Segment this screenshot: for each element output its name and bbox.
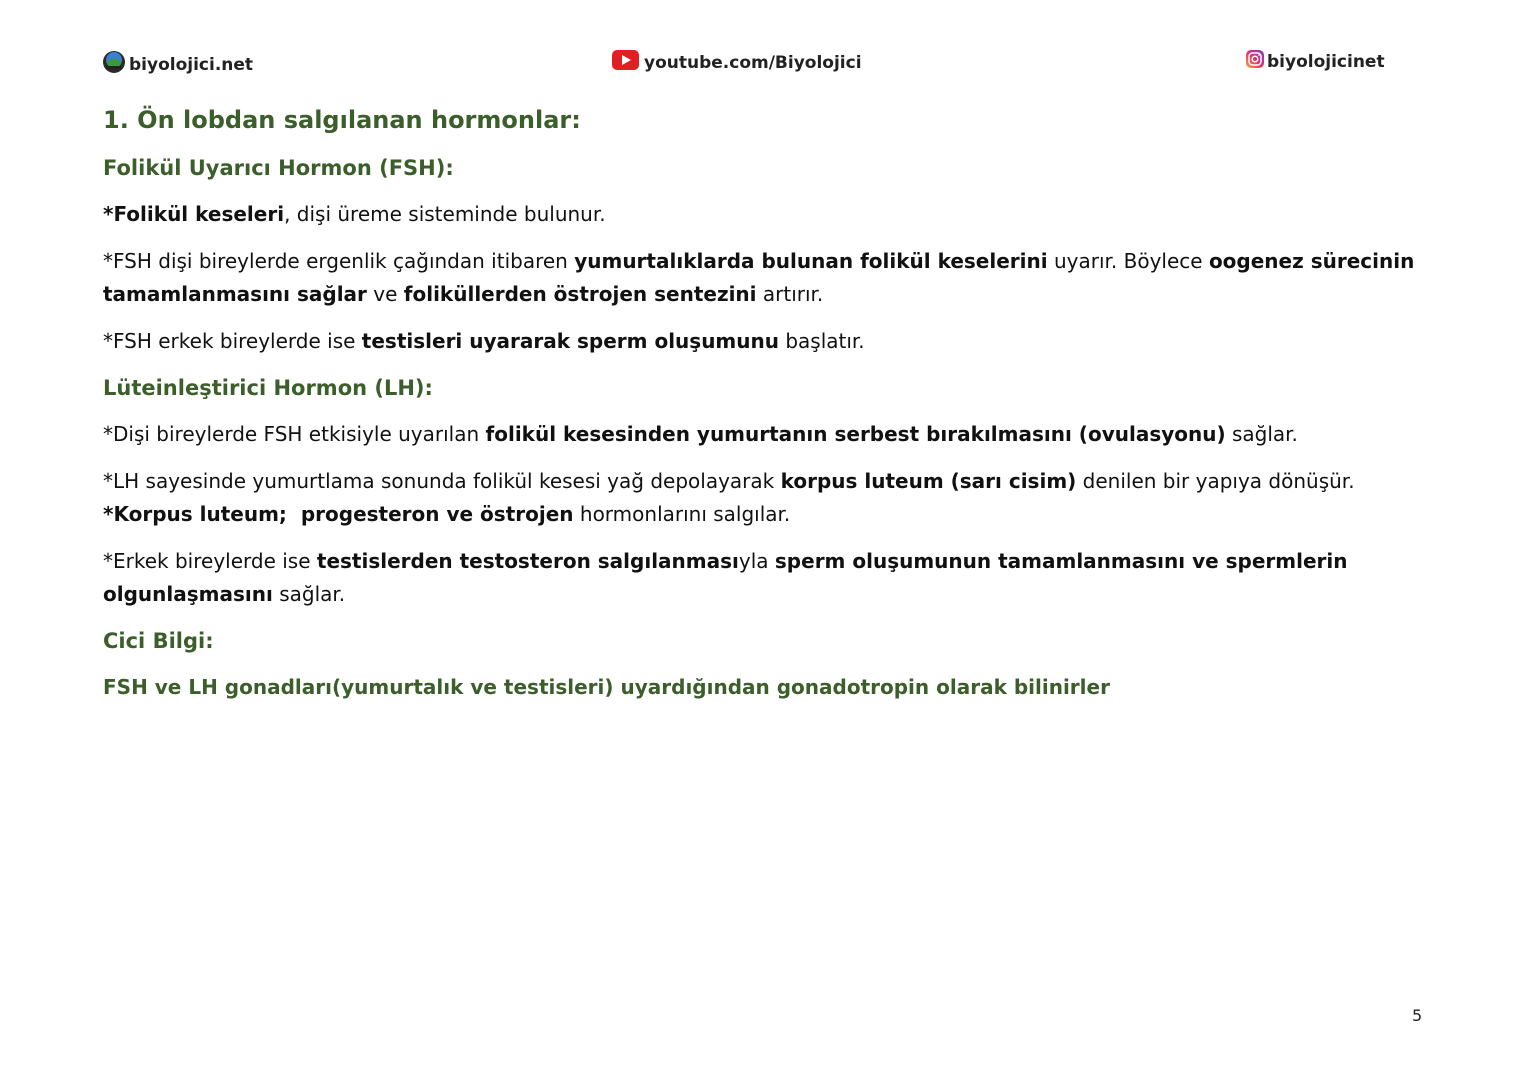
text: sağlar. bbox=[1225, 422, 1298, 446]
bold-text: *Korpus luteum; progesteron ve östrojen bbox=[103, 502, 574, 526]
text: artırır. bbox=[756, 282, 824, 306]
tip-heading: Cici Bilgi: bbox=[103, 629, 214, 653]
bold-text: foliküllerden östrojen sentezini bbox=[403, 282, 757, 306]
site-text: biyolojici.net bbox=[129, 54, 254, 75]
bold-text: sperm oluşumunun tamamlanmasını ve spermlerin olgunlaşmasını bbox=[103, 549, 1348, 606]
text: uyarır. Böylece bbox=[1047, 249, 1209, 273]
paragraph-4 bbox=[103, 418, 1443, 451]
text: *FSH dişi bireylerde ergenlik çağından itibaren bbox=[103, 249, 575, 273]
youtube-text: youtube.com/Biyolojici bbox=[644, 52, 862, 73]
text: başlatır. bbox=[778, 329, 865, 353]
bold-text: oogenez sürecinin tamamlanmasını sağlar bbox=[103, 249, 1415, 306]
bold-text: folikül kesesinden yumurtanın serbest bırakılmasını (ovulasyonu) bbox=[485, 422, 1226, 446]
instagram-icon bbox=[1246, 50, 1264, 73]
logo-icon bbox=[102, 50, 126, 79]
instagram-link[interactable] bbox=[1246, 50, 1385, 73]
youtube-icon bbox=[612, 50, 639, 75]
text: hormonlarını salgılar. bbox=[573, 502, 791, 526]
text: *Dişi bireylerde FSH etkisiyle uyarılan bbox=[103, 422, 486, 446]
instagram-text: biyolojicinet bbox=[1267, 51, 1385, 72]
text: *FSH erkek bireylerde ise bbox=[103, 329, 362, 353]
page-number: 5 bbox=[1412, 1006, 1423, 1025]
paragraph-6 bbox=[103, 545, 1443, 611]
site-link[interactable] bbox=[102, 50, 253, 79]
bold-text: testisleri uyararak sperm oluşumunu bbox=[361, 329, 779, 353]
fsh-heading: Folikül Uyarıcı Hormon (FSH): bbox=[103, 156, 454, 180]
paragraph-2 bbox=[103, 245, 1443, 311]
bold-text: *Folikül keseleri bbox=[103, 202, 285, 226]
text: sağlar. bbox=[272, 582, 346, 606]
text: *LH sayesinde yumurtlama sonunda folikül kesesi yağ depolayarak bbox=[103, 469, 781, 493]
text: yla bbox=[738, 549, 775, 573]
text: ve bbox=[366, 282, 404, 306]
tip-text: FSH ve LH gonadları(yumurtalık ve testisleri) uyardığından gonadotropin olarak bilinirler bbox=[103, 675, 1110, 699]
bold-text: testislerden testosteron salgılanması bbox=[316, 549, 739, 573]
paragraph-1 bbox=[103, 198, 1443, 231]
document-body bbox=[103, 104, 1443, 704]
paragraph-5 bbox=[103, 465, 1443, 531]
paragraph-3 bbox=[103, 325, 1443, 358]
text: denilen bir yapıya dönüşür. bbox=[1076, 469, 1355, 493]
page-header bbox=[0, 50, 1527, 82]
text: *Erkek bireylerde ise bbox=[103, 549, 317, 573]
lh-heading: Lüteinleştirici Hormon (LH): bbox=[103, 376, 433, 400]
text: , dişi üreme sisteminde bulunur. bbox=[284, 202, 606, 226]
youtube-link[interactable] bbox=[612, 50, 862, 75]
bold-text: korpus luteum (sarı cisim) bbox=[780, 469, 1077, 493]
section-title: 1. Ön lobdan salgılanan hormonlar: bbox=[103, 106, 581, 134]
bold-text: yumurtalıklarda bulunan folikül keselerini bbox=[574, 249, 1048, 273]
